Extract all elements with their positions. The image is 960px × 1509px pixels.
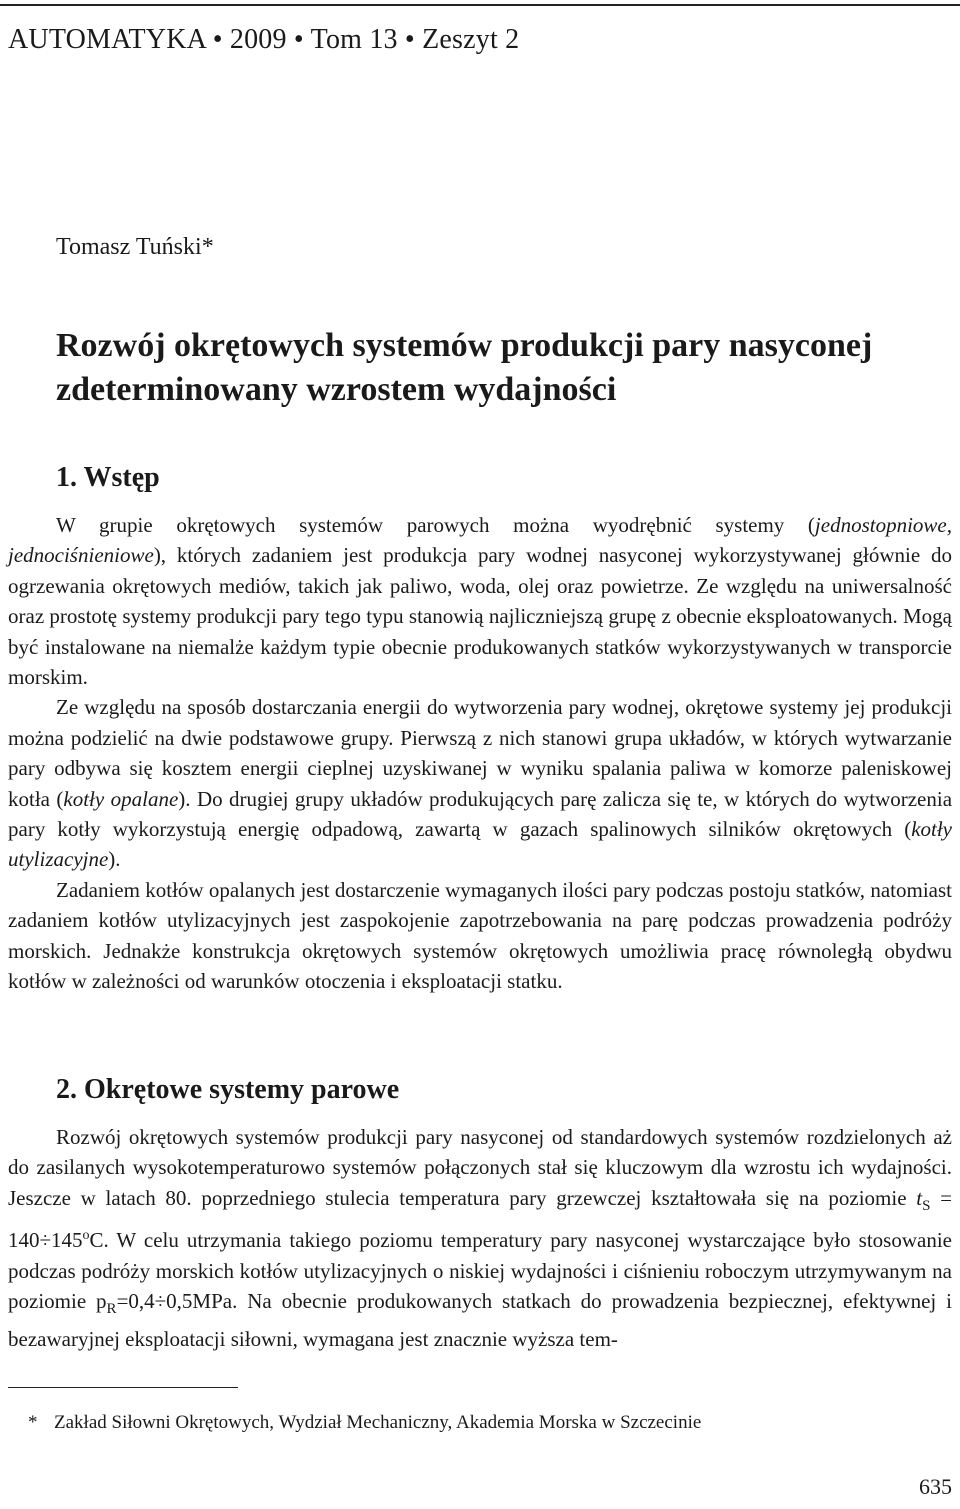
running-head: AUTOMATYKA • 2009 • Tom 13 • Zeszyt 2 [8, 24, 520, 55]
paragraph [8, 510, 952, 692]
text-run: ). [108, 847, 121, 872]
paragraph [8, 692, 952, 874]
italic-term: kotły utylizacyjne [8, 817, 952, 872]
text-run: Rozwój okrętowych systemów produkcji pary nasyconej od standardowych systemów rozdzielonych aż do zasilanych wysokotemperaturowo systemów połączonych stał się kluczowym dla wzrostu ich wydajności. Jeszcze w latach 80. poprzedniego stulecia temperatura pary grzewczej kształtowała się na poziomie [8, 1125, 952, 1210]
math-symbol-t: t [916, 1185, 923, 1210]
section-2-heading: 2. Okrętowe systemy parowe [56, 1074, 400, 1105]
footnote-mark: * [28, 1412, 38, 1433]
title-line-2: zdeterminowany wzrostem wydajności [56, 371, 617, 408]
text-run: ). Do drugiej grupy układów produkujących parę zalicza się te, w których do wytworzenia pary kotły wykorzystują energię odpadową, zawartą w gazach spalinowych silników okrętowych ( [8, 786, 953, 842]
subscript: S [922, 1197, 931, 1214]
footnote-rule [8, 1387, 238, 1388]
title-line-1: Rozwój okrętowych systemów produkcji pary nasyconej [56, 327, 873, 364]
text-run: = 140÷145 [8, 1185, 952, 1253]
footnote-text: Zakład Siłowni Okrętowych, Wydział Mechaniczny, Akademia Morska w Szczecinie [54, 1412, 702, 1433]
italic-term: kotły opalane [63, 786, 179, 811]
footnote [28, 1412, 701, 1434]
italic-term: jednostopniowe, jednociśnieniowe [8, 513, 952, 568]
author-name: Tomasz Tuński* [56, 234, 214, 260]
paragraph [8, 1122, 952, 1355]
page-number: 635 [919, 1474, 952, 1499]
text-run: =0,4÷0,5MPa. Na obecnie produkowanych statkach do prowadzenia bezpiecznej, efektywnej i bezawaryjnej eksploatacji siłowni, wymagana jest znacznie wyższa tem- [8, 1289, 952, 1352]
top-rule [0, 4, 960, 6]
text-run: Ze względu na sposób dostarczania energii do wytworzenia pary wodnej, okrętowe systemy jej produkcji można podzielić na dwie podstawowe grupy. Pierwszą z nich stanowi grupa układów, w których wytwarzanie pary odbywa się kosztem energii cieplnej uzyskiwanej w wyniku spalania paliwa w komorze paleniskowej kotła ( [8, 695, 952, 811]
section-1-body [8, 510, 952, 997]
text-run: ), których zadaniem jest produkcja pary wodnej nasyconej wykorzystywanej głównie do ogrzewania okrętowych mediów, takich jak paliwo, woda, olej oraz powietrze. Ze względu na uniwersalność oraz prostotę systemy produkcji pary tego typu stanowią najliczniejszą grupę z obecnie eksploatowanych. Mogą być instalowane na niemalże każdym typie obecnie produkowanych statków wykorzystywanych w transporcie morskim. [8, 543, 952, 690]
subscript: R [106, 1301, 117, 1318]
paragraph: Zadaniem kotłów opalanych jest dostarczenie wymaganych ilości pary podczas postoju statków, natomiast zadaniem kotłów utylizacyjnych jest zaspokojenie zapotrzebowania na parę podczas prowadzenia podróży morskich. Jednakże konstrukcja okrętowych systemów okrętowych umożliwia pracę równoległą obydwu kotłów w zależności od warunków otoczenia i eksploatacji statku. [8, 877, 952, 994]
text-run: W grupie okrętowych systemów parowych można wyodrębnić systemy ( [56, 513, 815, 537]
superscript: o [82, 1228, 90, 1244]
section-1-heading: 1. Wstęp [56, 462, 160, 493]
article-title [56, 324, 956, 412]
text-run: C. W celu utrzymania takiego poziomu temperatury pary nasyconej wystarczające było stosowanie podczas podróży morskich kotłów utylizacyjnych o niskiej wydajności i ciśnieniu roboczym utrzymywanym na poziomie p [8, 1228, 952, 1314]
section-2-body [8, 1122, 952, 1355]
